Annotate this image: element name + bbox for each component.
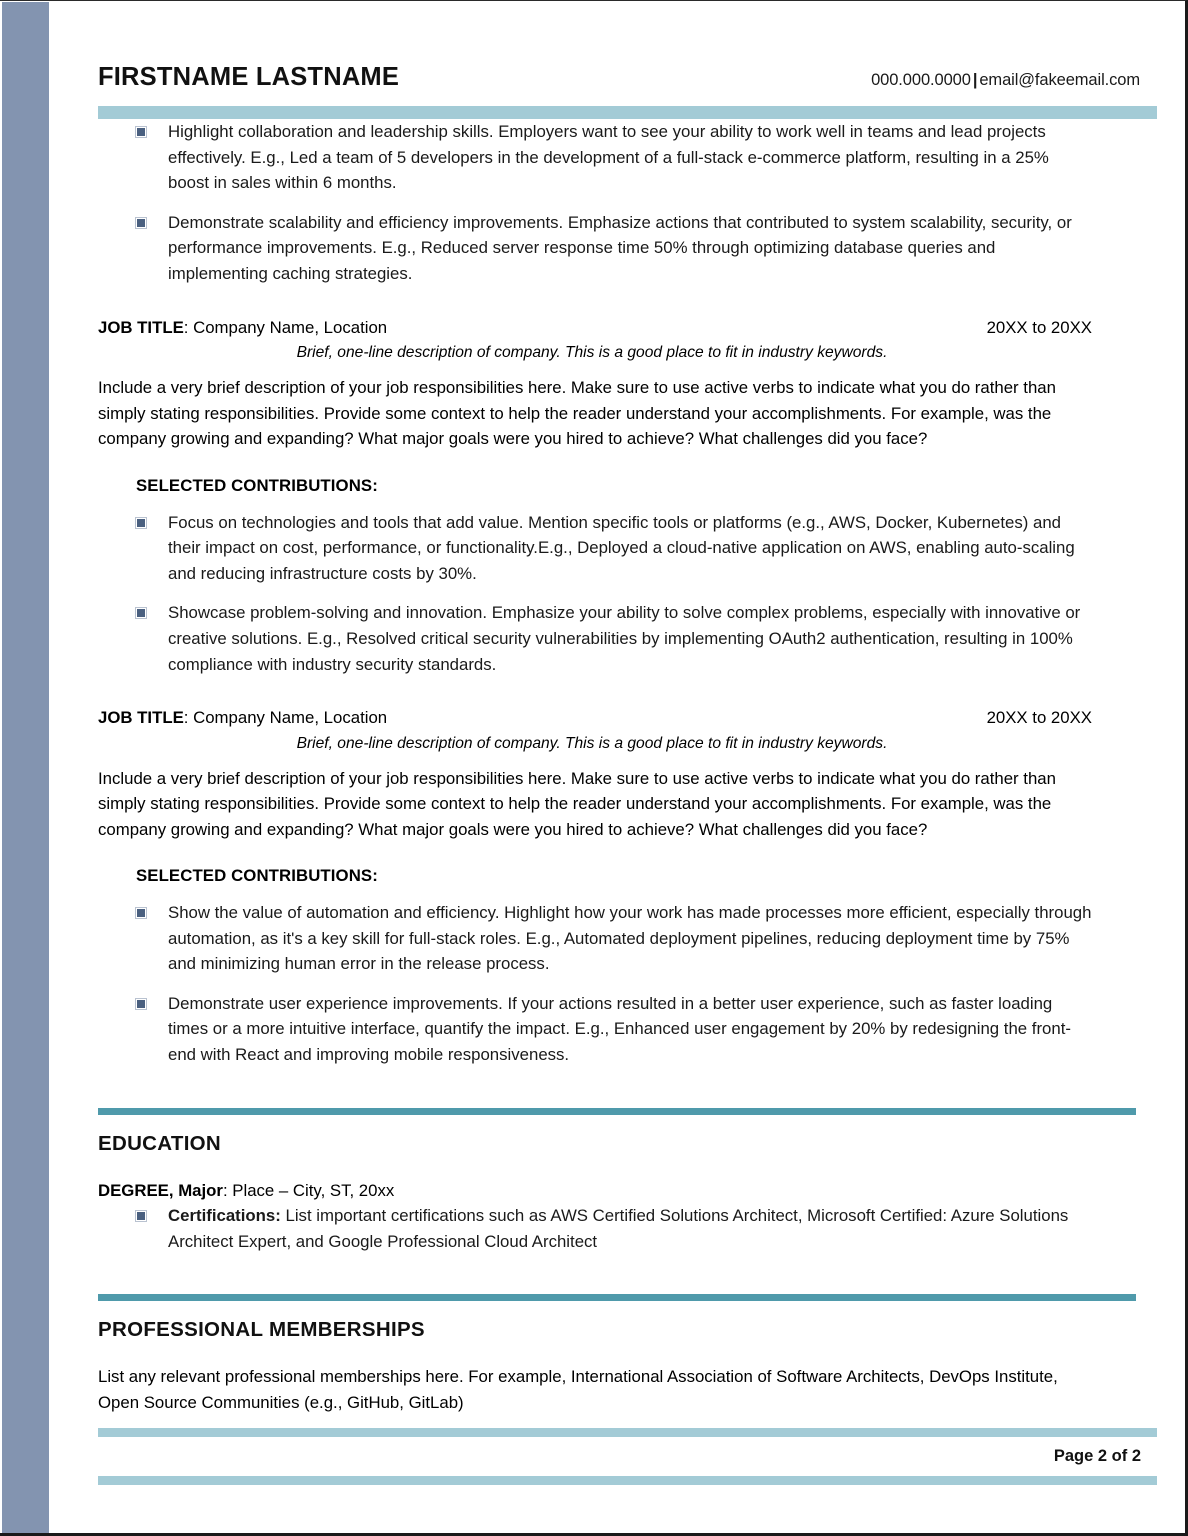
- resume-body: [49, 119, 1185, 1416]
- square-bullet-icon: [136, 608, 146, 618]
- job-heading-row: [98, 315, 1092, 341]
- job-company-blurb: Brief, one-line description of company. This is a good place to fit in industry keywords.: [296, 734, 888, 752]
- job-title-company: [98, 705, 387, 731]
- list-item: [98, 119, 1092, 196]
- resume-header: [49, 1, 1185, 92]
- job-company-location: : Company Name, Location: [183, 317, 388, 337]
- list-item-text: Focus on technologies and tools that add value. Mention specific tools or platforms (e.g., AWS, Docker, Kubernetes) and their impact on cost, performance, or functionality.E.g., Deployed a cloud-native application on AWS, enabling auto-scaling and reducing infrastructure costs by 30%.: [168, 512, 1075, 583]
- footer-content: [98, 1437, 1157, 1476]
- page-title: FIRSTNAME LASTNAME: [98, 63, 400, 91]
- degree-label: DEGREE, Major: [98, 1180, 223, 1200]
- selected-contributions-heading: SELECTED CONTRIBUTIONS:: [136, 475, 378, 495]
- continued-bullet-list: [98, 119, 1092, 287]
- page-left-accent-band: [2, 2, 49, 1534]
- square-bullet-icon: [136, 908, 146, 918]
- list-item-text: Highlight collaboration and leadership skills. Employers want to see your ability to work well in teams and lead projects effectively. E.g., Led a team of 5 developers in the development of a full-stack e-commerce platform, resulting in a 25% boost in sales within 6 months.: [168, 122, 1049, 193]
- list-item-text: Demonstrate user experience improvements. If your actions resulted in a better user experience, such as faster loading times or a more intuitive interface, quantify the impact. E.g., Enhanced user engagement by 20% by redesigning the front-end with React and improving mobile responsiveness.: [168, 993, 1071, 1065]
- list-item-text: Show the value of automation and efficiency. Highlight how your work has made processes more efficient, especially through automation, as it's a key skill for full-stack roles. E.g., Automated deployment pipelines, reducing deployment time by 75% and minimizing human error in the release process.: [168, 903, 1092, 974]
- list-item: [98, 991, 1092, 1068]
- square-bullet-icon: [136, 999, 146, 1009]
- job-company-location: : Company Name, Location: [183, 708, 388, 728]
- footer-divider-bottom: [98, 1476, 1157, 1485]
- education-section-title: EDUCATION: [98, 1131, 222, 1155]
- job-title: JOB TITLE: [98, 317, 184, 337]
- list-item-text: Showcase problem-solving and innovation. Emphasize your ability to solve complex problems, especially with innovative or creative solutions. E.g., Resolved critical security vulnerabilities by implementing OAuth2 authentication, resulting in 100% compliance with industry security standards.: [168, 603, 1081, 674]
- list-item: [98, 600, 1092, 677]
- list-item: [98, 900, 1092, 977]
- list-item-text: Demonstrate scalability and efficiency improvements. Emphasize actions that contributed to system scalability, security, or performance improvements. E.g., Reduced server response time 50% through optimizing database queries and implementing caching strategies.: [168, 212, 1072, 283]
- list-item: [98, 510, 1092, 587]
- list-item: [98, 1203, 1092, 1254]
- contact-info: [871, 71, 1140, 90]
- job-title: JOB TITLE: [98, 708, 184, 728]
- page-content: [49, 1, 1185, 1533]
- square-bullet-icon: [136, 1211, 146, 1221]
- contact-separator: |: [972, 71, 978, 89]
- job-title-company: [98, 315, 387, 341]
- page-number: Page 2 of 2: [1053, 1447, 1141, 1465]
- selected-contributions-heading: SELECTED CONTRIBUTIONS:: [136, 866, 378, 886]
- education-degree-line: [98, 1178, 1092, 1204]
- footer-divider-top: [98, 1428, 1157, 1437]
- phone-number: 000.000.0000: [871, 71, 971, 89]
- memberships-body: List any relevant professional memberships here. For example, International Association of Software Architects, DevOps Institute, Open Source Communities (e.g., GitHub, GitLab): [98, 1367, 1058, 1412]
- certifications-label: Certifications:: [168, 1206, 281, 1226]
- education-section-divider: [98, 1108, 1136, 1115]
- certifications-list: [98, 1203, 1092, 1254]
- square-bullet-icon: [136, 127, 146, 137]
- square-bullet-icon: [136, 218, 146, 228]
- job-heading-row: [98, 705, 1092, 731]
- memberships-section-divider: [98, 1294, 1136, 1301]
- certifications-text: List important certifications such as AWS Certified Solutions Architect, Microsoft Certified: Azure Solutions Architect Expert, and Google Professional Cloud Architect: [168, 1206, 1069, 1251]
- job-description: Include a very brief description of your job responsibilities here. Make sure to use active verbs to indicate what you do rather than simply stating responsibilities. Provide some context to help the reader understand your accomplishments. For example, was the company growing and expanding? What major goals were you hired to achieve? What challenges did you face?: [98, 768, 1056, 839]
- contributions-list: [98, 510, 1092, 678]
- degree-details: : Place – City, ST, 20xx: [222, 1180, 395, 1200]
- contributions-list: [98, 900, 1092, 1068]
- job-description: Include a very brief description of your job responsibilities here. Make sure to use active verbs to indicate what you do rather than simply stating responsibilities. Provide some context to help the reader understand your accomplishments. For example, was the company growing and expanding? What major goals were you hired to achieve? What challenges did you face?: [98, 378, 1056, 449]
- email-address: email@fakeemail.com: [979, 71, 1140, 89]
- memberships-section-title: PROFESSIONAL MEMBERSHIPS: [98, 1318, 425, 1342]
- list-item: [98, 210, 1092, 287]
- header-divider: [98, 106, 1157, 119]
- page-footer: [98, 1428, 1157, 1485]
- job-company-blurb: Brief, one-line description of company. This is a good place to fit in industry keywords.: [296, 344, 888, 362]
- square-bullet-icon: [136, 518, 146, 528]
- job-dates: 20XX to 20XX: [986, 708, 1092, 728]
- job-dates: 20XX to 20XX: [986, 317, 1092, 337]
